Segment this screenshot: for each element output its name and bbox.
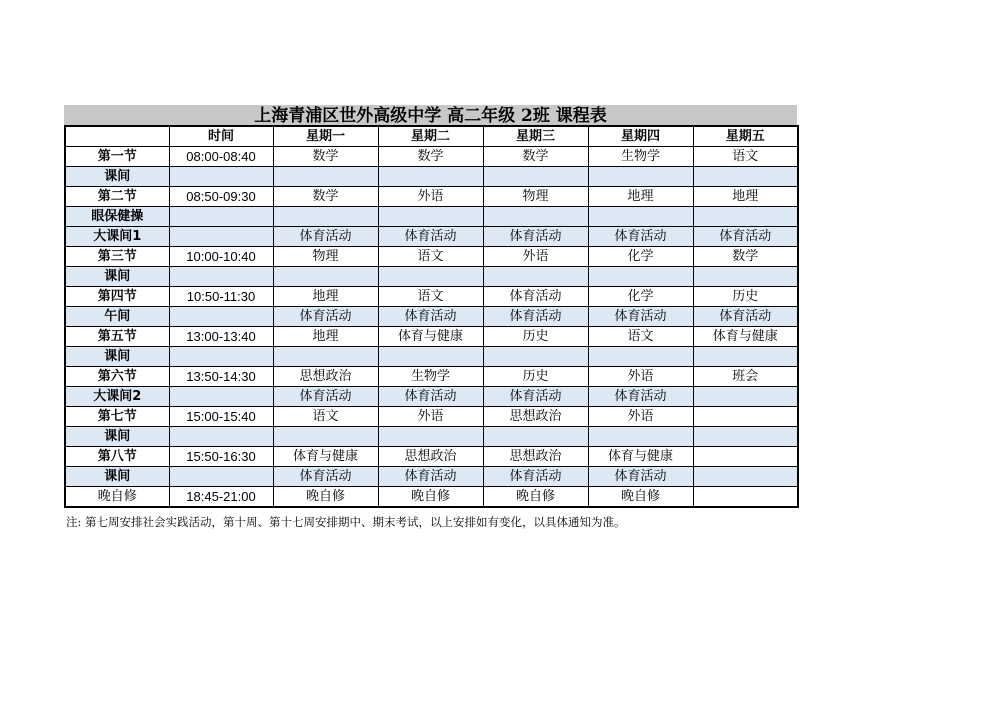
course-cell-tuesday: 体育与健康 xyxy=(378,327,483,347)
time-cell xyxy=(169,167,273,187)
course-cell-wednesday xyxy=(483,427,588,447)
course-cell-tuesday: 思想政治 xyxy=(378,447,483,467)
course-cell-thursday xyxy=(588,207,693,227)
time-cell xyxy=(169,467,273,487)
time-cell: 18:45-21:00 xyxy=(169,487,273,508)
header-cell-wednesday: 星期三 xyxy=(483,126,588,147)
course-cell-tuesday: 外语 xyxy=(378,187,483,207)
time-cell xyxy=(169,227,273,247)
course-cell-thursday: 体育活动 xyxy=(588,227,693,247)
course-cell-monday: 语文 xyxy=(273,407,378,427)
table-row xyxy=(65,147,798,167)
course-cell-monday: 体育活动 xyxy=(273,227,378,247)
course-cell-friday: 地理 xyxy=(693,187,798,207)
course-cell-monday: 地理 xyxy=(273,327,378,347)
course-cell-thursday: 地理 xyxy=(588,187,693,207)
course-cell-tuesday: 体育活动 xyxy=(378,307,483,327)
time-cell: 10:50-11:30 xyxy=(169,287,273,307)
header-row xyxy=(65,126,798,147)
course-cell-monday: 地理 xyxy=(273,287,378,307)
course-cell-tuesday: 数学 xyxy=(378,147,483,167)
course-cell-friday xyxy=(693,387,798,407)
course-cell-wednesday: 体育活动 xyxy=(483,307,588,327)
course-cell-wednesday xyxy=(483,267,588,287)
table-row xyxy=(65,267,798,287)
table-row xyxy=(65,467,798,487)
period-cell: 课间 xyxy=(65,467,169,487)
course-cell-tuesday: 外语 xyxy=(378,407,483,427)
header-cell-tuesday: 星期二 xyxy=(378,126,483,147)
period-cell: 午间 xyxy=(65,307,169,327)
course-cell-tuesday: 体育活动 xyxy=(378,467,483,487)
course-cell-wednesday: 历史 xyxy=(483,367,588,387)
course-cell-wednesday: 物理 xyxy=(483,187,588,207)
period-cell: 第六节 xyxy=(65,367,169,387)
table-row xyxy=(65,287,798,307)
time-cell: 08:00-08:40 xyxy=(169,147,273,167)
course-cell-friday: 语文 xyxy=(693,147,798,167)
course-cell-thursday: 化学 xyxy=(588,287,693,307)
course-cell-monday: 体育活动 xyxy=(273,467,378,487)
table-row xyxy=(65,387,798,407)
timetable-sheet xyxy=(64,105,797,508)
period-cell: 第三节 xyxy=(65,247,169,267)
period-cell: 第七节 xyxy=(65,407,169,427)
period-cell: 课间 xyxy=(65,347,169,367)
header-cell-friday: 星期五 xyxy=(693,126,798,147)
table-row xyxy=(65,367,798,387)
course-cell-tuesday xyxy=(378,427,483,447)
period-cell: 课间 xyxy=(65,427,169,447)
table-row xyxy=(65,427,798,447)
course-cell-thursday: 体育活动 xyxy=(588,307,693,327)
course-cell-wednesday: 体育活动 xyxy=(483,467,588,487)
course-cell-tuesday xyxy=(378,207,483,227)
time-cell: 08:50-09:30 xyxy=(169,187,273,207)
course-cell-thursday xyxy=(588,427,693,447)
course-cell-wednesday xyxy=(483,347,588,367)
course-cell-wednesday: 思想政治 xyxy=(483,447,588,467)
table-row xyxy=(65,447,798,467)
course-cell-friday xyxy=(693,167,798,187)
header-cell-monday: 星期一 xyxy=(273,126,378,147)
course-cell-tuesday: 体育活动 xyxy=(378,227,483,247)
course-cell-tuesday: 语文 xyxy=(378,247,483,267)
course-cell-wednesday xyxy=(483,167,588,187)
course-cell-thursday xyxy=(588,347,693,367)
period-cell: 第四节 xyxy=(65,287,169,307)
table-row xyxy=(65,307,798,327)
course-cell-monday: 体育活动 xyxy=(273,387,378,407)
course-cell-friday: 体育活动 xyxy=(693,307,798,327)
course-cell-tuesday: 体育活动 xyxy=(378,387,483,407)
course-cell-monday xyxy=(273,207,378,227)
course-cell-friday xyxy=(693,407,798,427)
course-cell-thursday: 外语 xyxy=(588,407,693,427)
course-cell-thursday: 体育活动 xyxy=(588,387,693,407)
course-cell-thursday: 语文 xyxy=(588,327,693,347)
course-cell-thursday: 化学 xyxy=(588,247,693,267)
header-cell-blank xyxy=(65,126,169,147)
period-cell: 大课间2 xyxy=(65,387,169,407)
period-cell: 第八节 xyxy=(65,447,169,467)
period-cell: 眼保健操 xyxy=(65,207,169,227)
time-cell xyxy=(169,347,273,367)
time-cell xyxy=(169,387,273,407)
course-cell-wednesday: 晚自修 xyxy=(483,487,588,508)
course-cell-wednesday: 历史 xyxy=(483,327,588,347)
course-cell-friday xyxy=(693,207,798,227)
time-cell: 10:00-10:40 xyxy=(169,247,273,267)
table-row xyxy=(65,187,798,207)
table-row xyxy=(65,207,798,227)
period-cell: 第二节 xyxy=(65,187,169,207)
time-cell: 15:50-16:30 xyxy=(169,447,273,467)
course-cell-wednesday: 思想政治 xyxy=(483,407,588,427)
course-cell-monday: 体育活动 xyxy=(273,307,378,327)
course-cell-wednesday: 数学 xyxy=(483,147,588,167)
course-cell-thursday: 生物学 xyxy=(588,147,693,167)
course-cell-monday xyxy=(273,427,378,447)
course-cell-monday: 数学 xyxy=(273,147,378,167)
course-cell-friday: 体育活动 xyxy=(693,227,798,247)
header-cell-thursday: 星期四 xyxy=(588,126,693,147)
course-cell-friday xyxy=(693,467,798,487)
course-cell-monday: 晚自修 xyxy=(273,487,378,508)
table-row xyxy=(65,247,798,267)
course-cell-thursday xyxy=(588,267,693,287)
course-cell-monday: 思想政治 xyxy=(273,367,378,387)
period-cell: 课间 xyxy=(65,167,169,187)
course-cell-thursday: 体育与健康 xyxy=(588,447,693,467)
course-cell-friday xyxy=(693,347,798,367)
course-cell-tuesday: 晚自修 xyxy=(378,487,483,508)
table-row xyxy=(65,327,798,347)
time-cell: 13:00-13:40 xyxy=(169,327,273,347)
time-cell xyxy=(169,267,273,287)
table-row xyxy=(65,227,798,247)
time-cell xyxy=(169,307,273,327)
table-row xyxy=(65,407,798,427)
course-cell-monday: 数学 xyxy=(273,187,378,207)
table-row xyxy=(65,487,798,508)
course-cell-monday xyxy=(273,267,378,287)
course-cell-friday: 体育与健康 xyxy=(693,327,798,347)
course-cell-thursday: 体育活动 xyxy=(588,467,693,487)
course-cell-monday: 体育与健康 xyxy=(273,447,378,467)
course-cell-wednesday: 体育活动 xyxy=(483,227,588,247)
course-cell-thursday: 外语 xyxy=(588,367,693,387)
course-cell-wednesday: 体育活动 xyxy=(483,387,588,407)
course-cell-thursday: 晚自修 xyxy=(588,487,693,508)
time-cell: 15:00-15:40 xyxy=(169,407,273,427)
table-row xyxy=(65,347,798,367)
course-cell-friday: 班会 xyxy=(693,367,798,387)
period-cell: 第一节 xyxy=(65,147,169,167)
course-cell-monday xyxy=(273,167,378,187)
course-cell-tuesday: 语文 xyxy=(378,287,483,307)
timetable-title: 上海青浦区世外高级中学 高二年级 2班 课程表 xyxy=(64,105,797,125)
course-cell-monday: 物理 xyxy=(273,247,378,267)
course-cell-friday xyxy=(693,267,798,287)
header-cell-time: 时间 xyxy=(169,126,273,147)
course-cell-wednesday: 体育活动 xyxy=(483,287,588,307)
course-cell-tuesday xyxy=(378,167,483,187)
period-cell: 晚自修 xyxy=(65,487,169,508)
course-cell-wednesday xyxy=(483,207,588,227)
timetable-grid xyxy=(64,125,799,508)
period-cell: 大课间1 xyxy=(65,227,169,247)
course-cell-wednesday: 外语 xyxy=(483,247,588,267)
course-cell-monday xyxy=(273,347,378,367)
course-cell-tuesday xyxy=(378,347,483,367)
footnote: 注: 第七周安排社会实践活动，第十周、第十七周安排期中、期末考试，以上安排如有变化，以具体通知为准。 xyxy=(66,515,626,529)
table-row xyxy=(65,167,798,187)
course-cell-tuesday xyxy=(378,267,483,287)
course-cell-friday xyxy=(693,447,798,467)
course-cell-tuesday: 生物学 xyxy=(378,367,483,387)
time-cell: 13:50-14:30 xyxy=(169,367,273,387)
course-cell-friday: 历史 xyxy=(693,287,798,307)
course-cell-friday xyxy=(693,487,798,508)
course-cell-thursday xyxy=(588,167,693,187)
period-cell: 第五节 xyxy=(65,327,169,347)
course-cell-friday: 数学 xyxy=(693,247,798,267)
time-cell xyxy=(169,207,273,227)
course-cell-friday xyxy=(693,427,798,447)
period-cell: 课间 xyxy=(65,267,169,287)
time-cell xyxy=(169,427,273,447)
